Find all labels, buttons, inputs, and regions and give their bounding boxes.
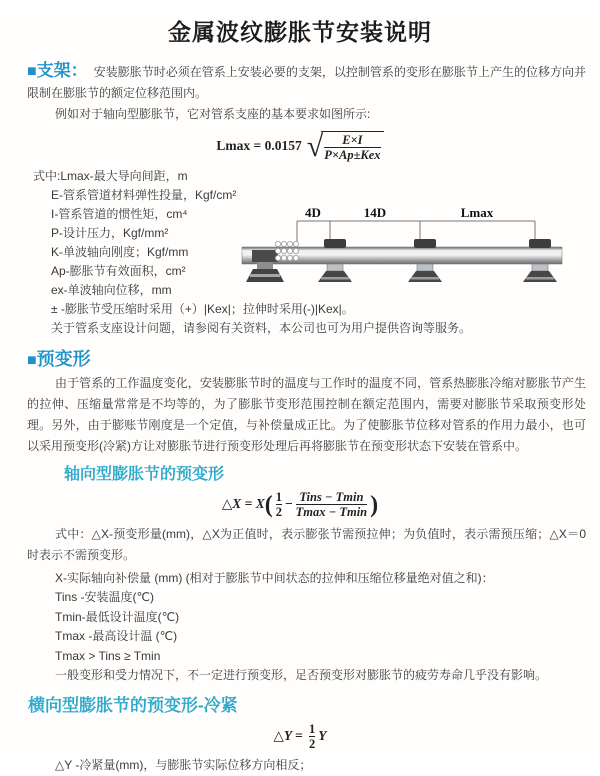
axial-predeform-title: 轴向型膨胀节的预变形 — [64, 465, 225, 483]
support-example-text: 例如对于轴向型膨胀节，它对管系支座的基本要求如图所示: — [55, 107, 371, 121]
definition-item: I-管系管道的惯性矩，cm⁴ — [51, 206, 188, 221]
formula-lmax-denominator: P×Ap±Kex — [324, 148, 381, 163]
formula-dx-lhs: △X = X — [221, 495, 265, 511]
formula-lmax-prefix: Lmax = 0.0157 — [216, 137, 302, 153]
formula-lmax-numerator: E×I — [342, 133, 363, 147]
formula-lmax — [0, 131, 600, 163]
blue-square-icon: ■ — [27, 351, 37, 369]
definition-item: E-管系管道材料弹性投量，Kgf/cm² — [51, 187, 237, 202]
dim-label-14d: 14D — [363, 205, 387, 220]
definition-item: Tmax -最高设计温 (℃) — [55, 629, 178, 643]
definition-item: 一般变形和受力情况下，不一定进行预变形，足否预变形对膨胀节的疲劳寿命几乎没有影响。 — [55, 668, 548, 682]
frac-one-half: $\frac{1}{2}$ — [275, 489, 282, 520]
formula-dy-rhs: Y — [318, 727, 327, 743]
support-section-paragraph — [27, 60, 586, 104]
predeform-paragraph: 由于管系的工作温度变化，安装膨胀节时的温度与工作时的温度不同，管系热膨胀冷缩对膨胀节产生的拉伸、压缩量常常是不均等的，为了膨胀节变形范围控制在额定范围内，需要对膨胀节采取预变形处理。另外，由于膨账节刚度是一个定值，与补偿量成正比。为了使膨胀节位移对管系的作用力最小，也可以采用预变形(冷紧)方让对膨胀节进行预变形处理后再将膨胀节在预变形状态下安装在管系中。 — [27, 375, 586, 453]
page-title: 金属波纹膨胀节安装说明 — [168, 19, 432, 45]
left-paren: ( — [264, 491, 273, 518]
definition-item: X-实际轴向补偿量 (mm) (相对于膨胀节中间状态的拉伸和压缩位移量绝对值之和)： — [55, 570, 494, 585]
definition-item: Tmax > Tins ≥ Tmin — [55, 648, 161, 663]
blue-square-icon: ■ — [27, 63, 37, 80]
lateral-predeform-title: 横向型膨胀节的预变形-冷紧 — [28, 695, 238, 715]
delta-x-definition-list — [0, 569, 600, 686]
frac-temperature: $\frac{\text{Tins − Tmin}}{Tmax - Tmin}$ — [295, 489, 368, 520]
definition-item: ± -膨胀节受压缩时采用（+）|Kex|；拉伸时采用(-)|Kex|。 — [51, 301, 354, 316]
definition-item: 关于管系支座设计问题，请参阅有关资料，本公司也可为用户提供咨询等服务。 — [51, 320, 472, 335]
definition-item: K-单波轴向刚度；Kgf/mm — [51, 244, 189, 259]
section-support-header — [27, 61, 88, 80]
minus-sign: − — [284, 495, 293, 511]
formula-lmax-radicand — [321, 131, 383, 163]
formula-dy-lhs: △Y = — [273, 727, 303, 743]
section-support-label: 支架： — [36, 61, 88, 80]
frac-one-half: $\frac{1}{2}$ — [309, 721, 316, 751]
definition-item: Tins -安装温度(℃) — [55, 590, 155, 604]
sqrt-radical-icon: √ — [306, 130, 324, 164]
dim-label-4d: 4D — [305, 205, 321, 220]
formula-delta-x — [0, 490, 600, 520]
right-paren: ) — [370, 491, 379, 518]
definition-item: Tmin-最低设计温度(℃) — [55, 609, 180, 624]
section-predeform-header — [27, 345, 600, 371]
definition-item: 式中:Lmax-最大导向间距，m — [33, 168, 188, 183]
definition-item: Ap-膨胀节有效面积，cm² — [51, 263, 186, 278]
section-predeform-label: 预变形 — [36, 348, 91, 369]
delta-x-definition-intro: 式中：△X-预变形量(mm)，△X为正值时，表示膨张节需预拉伸；为负值时，表示需预压缩；△X＝0时表示不需预变形。 — [27, 526, 586, 562]
pipe-support-diagram — [240, 204, 600, 304]
definition-item: P-设计压力，Kgf/mm² — [51, 225, 169, 240]
document-page — [0, 14, 600, 773]
dim-label-lmax: Lmax — [460, 205, 494, 220]
formula-delta-y — [0, 722, 600, 752]
definition-item: ex-单波轴向位移，mm — [51, 282, 172, 297]
delta-y-note: △Y -冷紧量(mm)，与膨胀节实际位移方向相反； — [55, 758, 312, 773]
support-intro-text: 安装膨胀节时必须在管系上安装必要的支架，以控制管系的变形在膨胀节上产生的位移方向并限制在膨胀节的额定位移范围内。 — [27, 65, 586, 100]
